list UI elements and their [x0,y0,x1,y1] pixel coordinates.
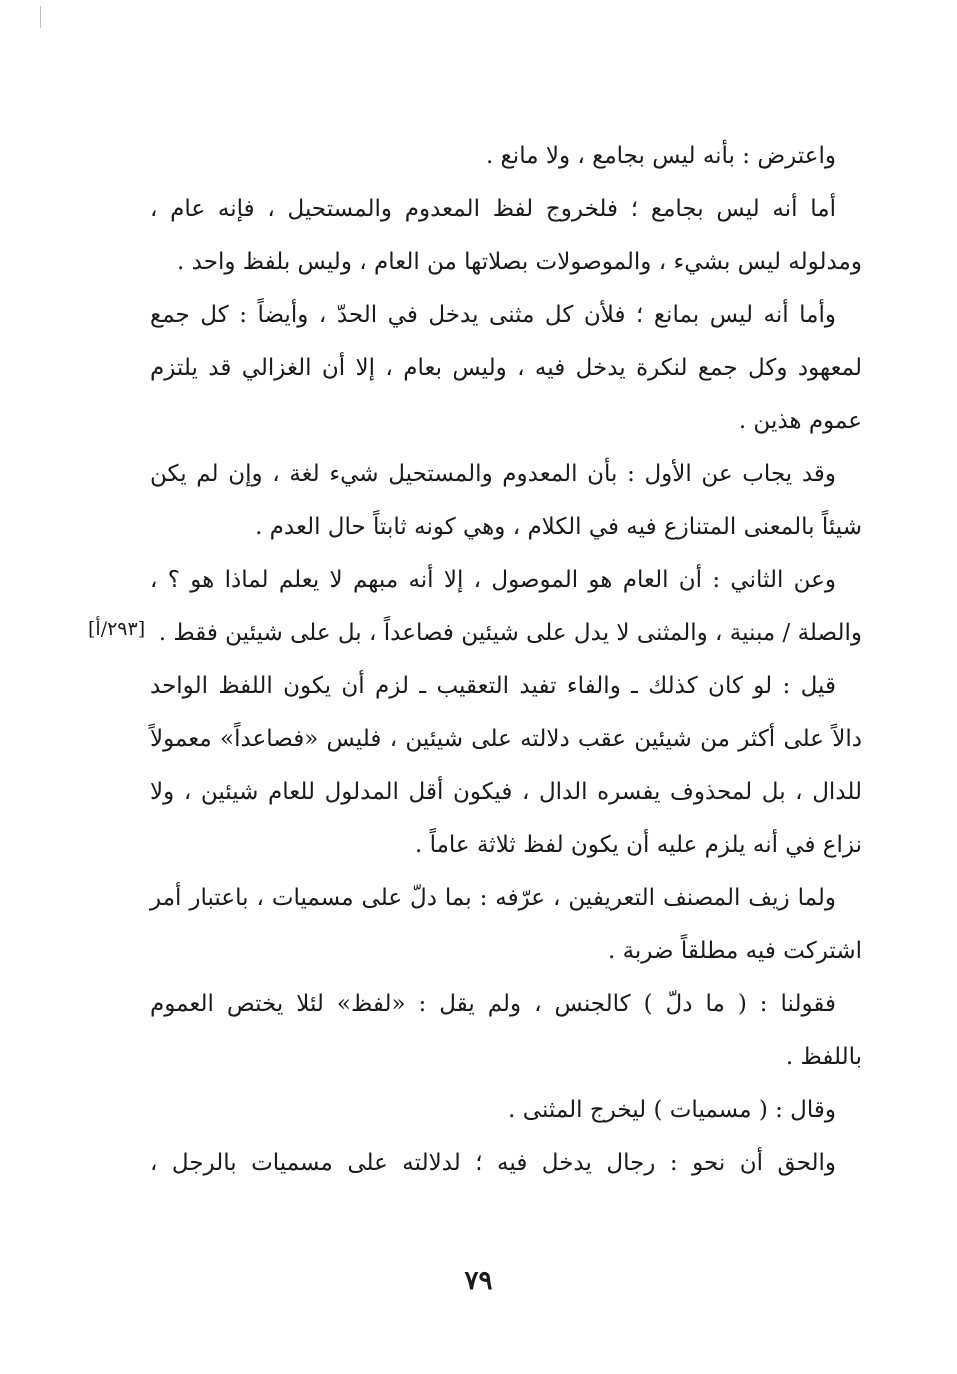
manuscript-folio-reference: [٢٩٣/أ] [88,618,146,640]
text-line: واعترض : بأنه ليس بجامع ، ولا مانع . [485,143,836,169]
text-line: وأما أنه ليس بمانع ؛ فلأن كل مثنى يدخل في الحدّ ، وأيضاً : كل جمع [150,302,836,328]
text-line: والصلة / مبنية ، والمثنى لا يدل على شيئين فصاعداً ، بل على شيئين فقط . [158,620,862,646]
text-line: فقولنا : ( ما دلّ ) كالجنس ، ولم يقل : «لفظ» لئلا يختص العموم [150,991,836,1017]
text-line: للدال ، بل لمحذوف يفسره الدال ، فيكون أقل المدلول للعام شيئين ، ولا [150,779,862,805]
text-line: أما أنه ليس بجامع ؛ فلخروج لفظ المعدوم والمستحيل ، فإنه عام ، [150,196,836,222]
text-line: شيئاً بالمعنى المتنازع فيه في الكلام ، وهي كونه ثابتاً حال العدم . [255,514,862,540]
text-line: باللفظ . [785,1044,862,1070]
text-line: وقد يجاب عن الأول : بأن المعدوم والمستحيل شيء لغة ، وإن لم يكن [150,461,836,487]
scan-edge-mark [40,6,41,28]
text-line: وقال : ( مسميات ) ليخرج المثنى . [508,1097,836,1123]
text-line: وعن الثاني : أن العام هو الموصول ، إلا أنه مبهم لا يعلم لماذا هو ؟ ، [150,567,836,593]
text-line: دالاً على أكثر من شيئين عقب دلالته على شيئين ، فليس «فصاعداً» معمولاً [150,726,862,752]
text-line: نزاع في أنه يلزم عليه أن يكون لفظ ثلاثة عاماً . [414,832,862,858]
page-number: ٧٩ [464,1266,493,1296]
text-line: والحق أن نحو : رجال يدخل فيه ؛ لدلالته على مسميات بالرجل ، [150,1150,836,1176]
text-line: عموم هذين . [738,408,862,434]
text-line: ولما زيف المصنف التعريفين ، عرّفه : بما دلّ على مسميات ، باعتبار أمر [150,885,836,911]
text-line: اشتركت فيه مطلقاً ضربة . [607,938,862,964]
text-line: ومدلوله ليس بشيء ، والموصولات بصلاتها من العام ، وليس بلفظ واحد . [177,249,862,275]
text-line: قيل : لو كان كذلك ـ والفاء تفيد التعقيب ـ لزم أن يكون اللفظ الواحد [150,673,836,699]
text-line: لمعهود وكل جمع لنكرة يدخل فيه ، وليس بعام ، إلا أن الغزالي قد يلتزم [150,355,862,381]
body-text [150,130,862,1190]
